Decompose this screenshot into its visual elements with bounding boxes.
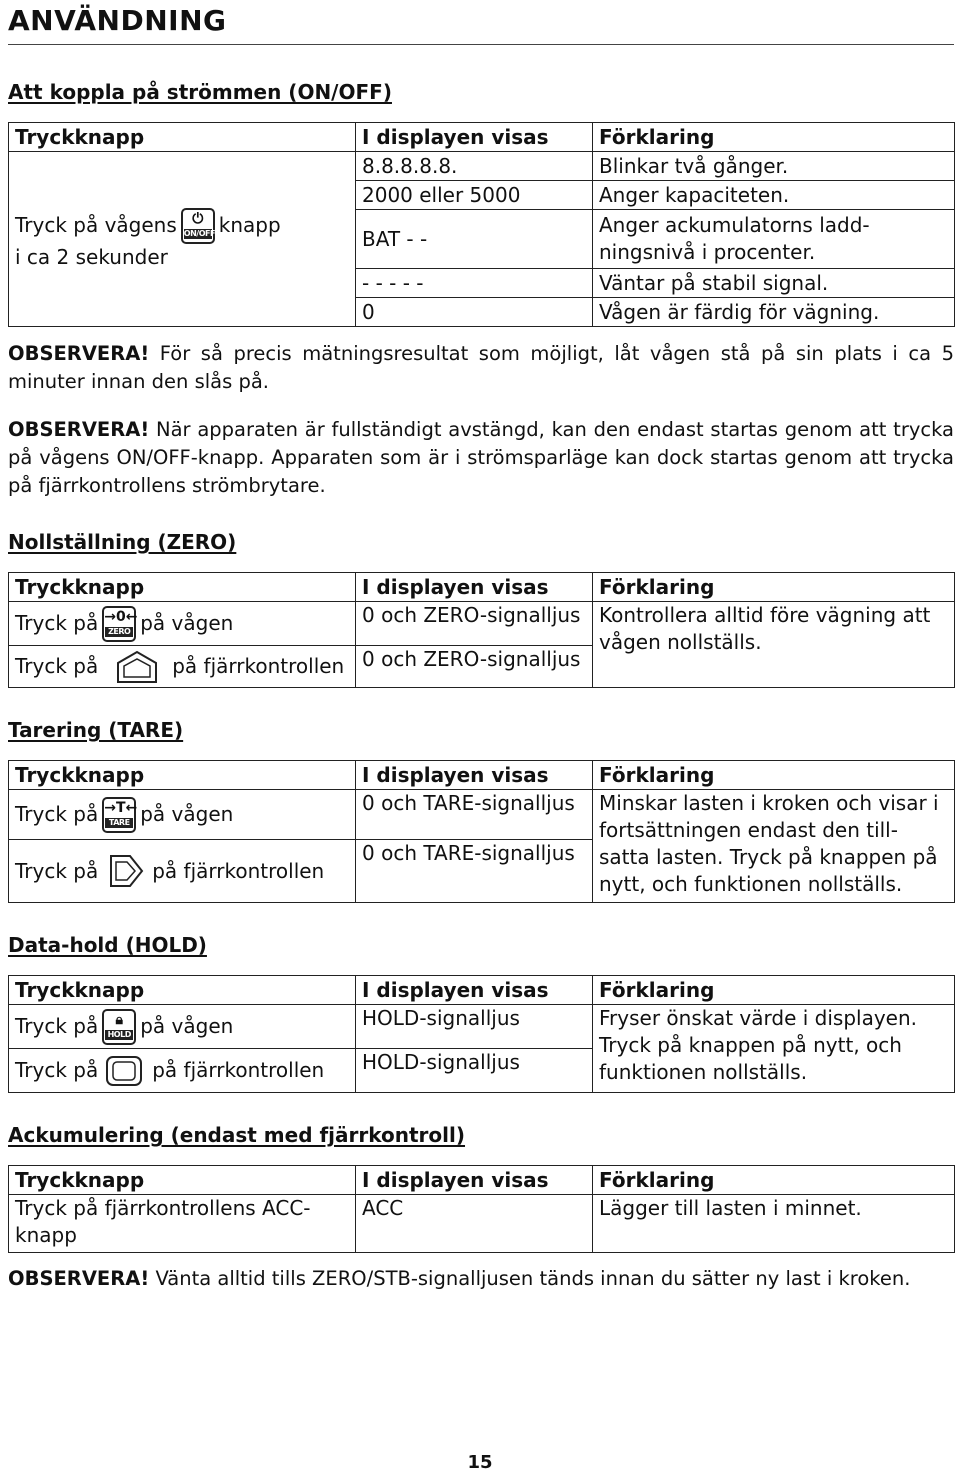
row-text: på fjärrkontrollen [152,1058,325,1082]
onoff-text-a: Tryck på vågens [15,213,177,237]
table-cell: Kontrollera alltid före vägning att vågen nollställs. [593,602,955,688]
table-cell: 0 och ZERO-signalljus [356,646,593,688]
header-button: Tryckknapp [9,573,356,602]
hold-remote-cell [9,1049,356,1093]
table-cell: Tryck på fjärrkontrollens ACC-knapp [9,1195,356,1253]
row-text: på fjärrkontrollen [152,858,325,883]
header-explain: Förklaring [593,1166,955,1195]
explain-line: ningsnivå i procenter. [599,240,816,264]
header-button: Tryckknapp [9,123,356,152]
note-label: OBSERVERA! [8,1267,150,1290]
zero-arrow-icon: →0← [104,608,138,625]
table-cell: Minskar lasten i kroken och visar i fortsättningen endast den till-satta lasten. Tryck på knappen på nytt, och funktionen nollställs. [593,790,955,903]
table-cell: 0 och ZERO-signalljus [356,602,593,646]
row-text: på vågen [140,1014,234,1038]
header-explain: Förklaring [593,573,955,602]
note-3 [8,1265,954,1293]
table-cell: HOLD-signalljus [356,1049,593,1093]
table-cell: Väntar på stabil signal. [593,269,955,298]
onoff-button-icon [181,208,215,244]
note-text: För så precis mätningsresultat som möjligt, låt vågen stå på sin plats i ca 5 minuter innan den slås på. [8,342,954,393]
table-cell: Fryser önskat värde i displayen. Tryck på knappen på nytt, och funktionen nollställs. [593,1005,955,1093]
header-explain: Förklaring [593,976,955,1005]
table-cell: 2000 eller 5000 [356,181,593,210]
onoff-button-cell [9,152,356,327]
title-divider [8,44,954,45]
remote-tare-icon [106,852,146,890]
header-explain: Förklaring [593,123,955,152]
tare-icon-label: TARE [105,818,133,828]
table-cell: BAT - - [356,210,593,269]
explain-line: Anger ackumulatorns ladd- [599,213,870,237]
row-text: på fjärrkontrollen [172,654,345,678]
header-display: I displayen visas [356,1166,593,1195]
section-title-acc: Ackumulering (endast med fjärrkontroll) [8,1123,466,1147]
row-text: på vågen [140,802,234,826]
table-cell: 0 och TARE-signalljus [356,840,593,903]
remote-hold-icon [104,1054,144,1088]
page-number: 15 [467,1452,493,1473]
hold-scale-cell [9,1005,356,1049]
header-display: I displayen visas [356,123,593,152]
hold-icon-label: HOLD [105,1030,133,1040]
note-text: Vänta alltid tills ZERO/STB-signalljusen tänds innan du sätter ny last i kroken. [155,1267,911,1290]
row-text: Tryck på [15,611,99,635]
section-title-hold: Data-hold (HOLD) [8,933,207,957]
table-cell: ACC [356,1195,593,1253]
onoff-text-b: knapp [218,213,281,237]
zero-icon-label: ZERO [105,627,133,637]
header-button: Tryckknapp [9,976,356,1005]
table-hold [8,975,955,1093]
row-text: Tryck på [15,1014,99,1038]
tare-scale-cell [9,790,356,840]
remote-zero-icon [114,649,160,685]
table-cell [593,210,955,269]
row-text: Tryck på [15,858,99,883]
header-explain: Förklaring [593,761,955,790]
table-cell: 0 och TARE-signalljus [356,790,593,840]
onoff-text-c: i ca 2 sekunder [15,244,168,269]
onoff-icon-label: ON/OFF [183,228,215,238]
note-label: OBSERVERA! [8,342,150,365]
table-cell: Lägger till lasten i minnet. [593,1195,955,1253]
table-cell: - - - - - [356,269,593,298]
note-1 [8,340,954,396]
table-onoff [8,122,955,327]
note-2 [8,416,954,500]
header-display: I displayen visas [356,573,593,602]
table-zero [8,572,955,688]
table-cell: 0 [356,298,593,327]
row-text: Tryck på [15,802,99,826]
header-display: I displayen visas [356,761,593,790]
row-text: på vågen [140,611,234,635]
table-acc [8,1165,955,1253]
note-label: OBSERVERA! [8,418,150,441]
table-cell: Anger kapaciteten. [593,181,955,210]
power-icon: ⏻ [192,210,204,227]
zero-scale-cell [9,602,356,646]
header-button: Tryckknapp [9,761,356,790]
table-cell: HOLD-signalljus [356,1005,593,1049]
table-cell: Blinkar två gånger. [593,152,955,181]
tare-arrow-icon: →T← [104,799,138,816]
hold-button-icon [102,1009,136,1045]
page-title: ANVÄNDNING [8,4,227,37]
lock-icon: 🔒︎ [115,1011,123,1028]
note-text: När apparaten är fullständigt avstängd, kan den endast startas genom att trycka på vågens ON/OFF-knapp. Apparaten som är i strömsparläge kan dock startas genom att trycka på fjärrkontrollens strömbrytare. [8,418,954,497]
tare-remote-cell [9,840,356,903]
zero-button-icon [102,606,136,642]
section-title-tare: Tarering (TARE) [8,718,184,742]
tare-button-icon [102,797,136,833]
row-text: Tryck på [15,1058,99,1082]
header-button: Tryckknapp [9,1166,356,1195]
zero-remote-cell [9,646,356,688]
row-text: Tryck på [15,654,99,678]
header-display: I displayen visas [356,976,593,1005]
table-cell: Vågen är färdig för vägning. [593,298,955,327]
table-cell: 8.8.8.8.8. [356,152,593,181]
table-tare [8,760,955,903]
section-title-onoff: Att koppla på strömmen (ON/OFF) [8,80,392,104]
section-title-zero: Nollställning (ZERO) [8,530,237,554]
